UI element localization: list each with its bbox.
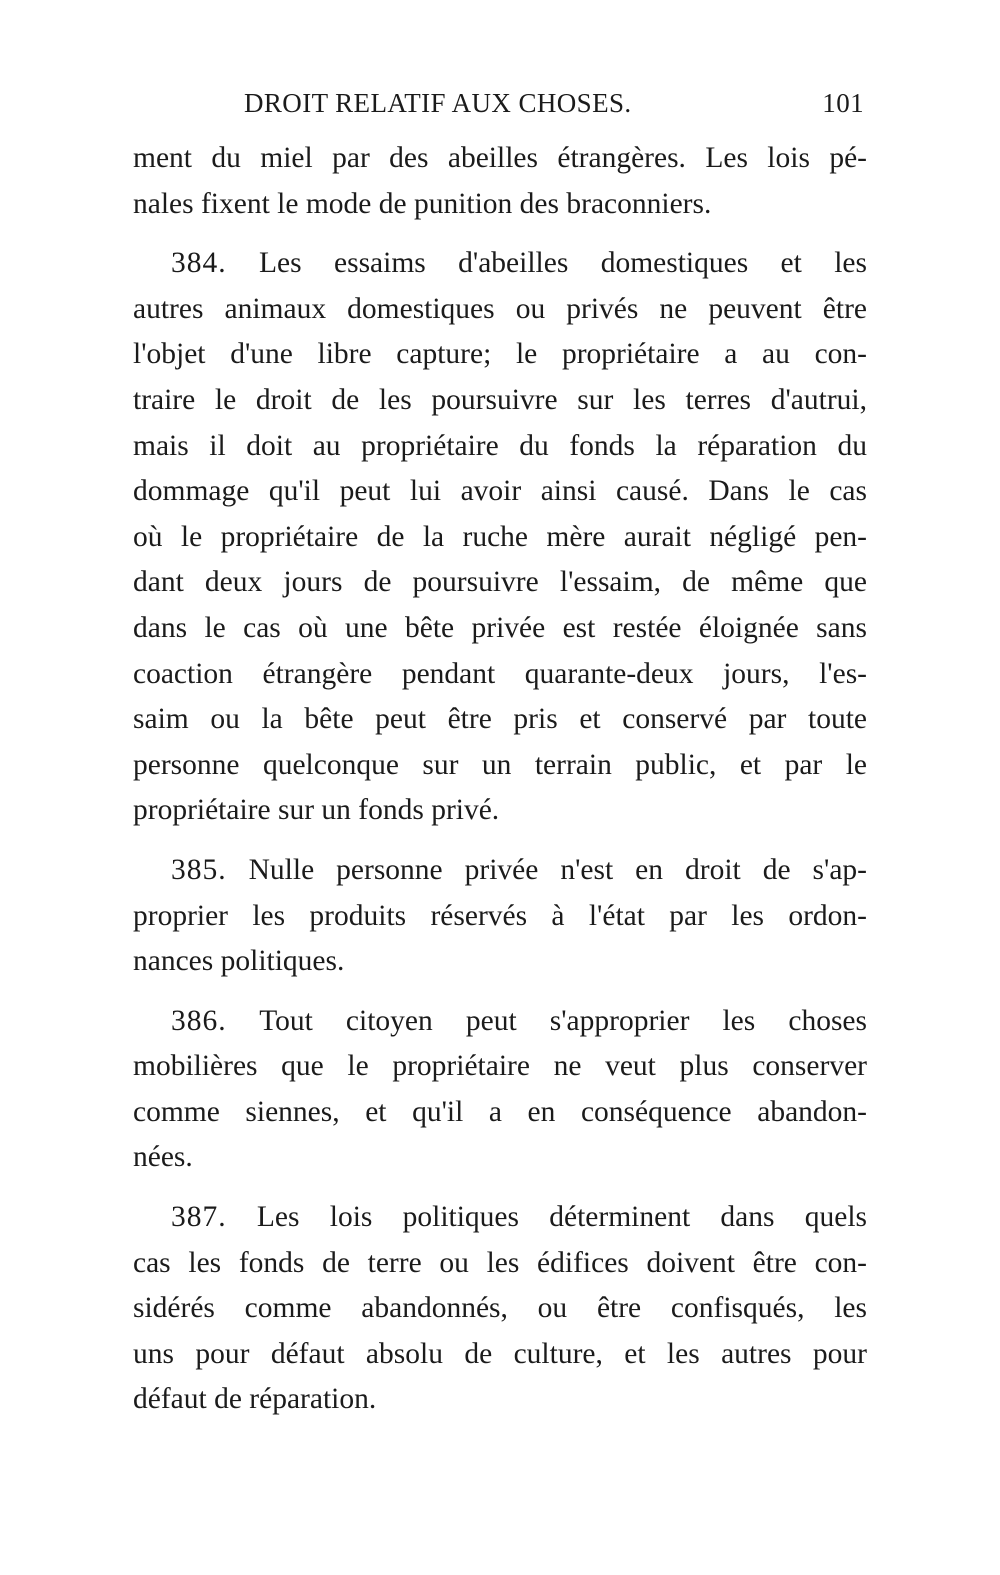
text-line xyxy=(133,1195,867,1241)
text-line: où le propriétaire de la ruche mère aurait négligé pen- xyxy=(133,520,867,553)
text-line-content: Nulle personne privée n'est en droit de s'ap- xyxy=(248,853,867,886)
text-line: autres animaux domestiques ou privés ne peuvent être xyxy=(133,292,867,325)
text-line: sidérés comme abandonnés, ou être confisqués, les xyxy=(133,1292,867,1325)
text-line: nées. xyxy=(133,1141,193,1174)
page-number: 101 xyxy=(822,88,864,118)
text-line: coaction étrangère pendant quarante-deux jours, l'es- xyxy=(133,657,867,690)
text-line: traire le droit de les poursuivre sur les terres d'autrui, xyxy=(133,383,867,416)
text-line: défaut de réparation. xyxy=(133,1383,377,1416)
section-number: 384. xyxy=(171,247,227,280)
body-text xyxy=(133,136,867,1437)
text-line: personne quelconque sur un terrain public, et par le xyxy=(133,748,867,781)
section-number: 385. xyxy=(171,853,227,886)
text-line: mobilières que le propriétaire ne veut plus conserver xyxy=(133,1050,867,1083)
paragraph-385 xyxy=(133,848,867,985)
text-line: nances politiques. xyxy=(133,945,345,978)
paragraph-386 xyxy=(133,999,867,1181)
paragraph-continuation xyxy=(133,136,867,227)
text-line: dommage qu'il peut lui avoir ainsi causé. Dans le cas xyxy=(133,475,867,508)
text-line: proprier les produits réservés à l'état par les ordon- xyxy=(133,899,867,932)
text-line: nales fixent le mode de punition des braconniers. xyxy=(133,187,712,220)
text-line: ment du miel par des abeilles étrangères. Les lois pé- xyxy=(133,142,867,174)
text-line: mais il doit au propriétaire du fonds la réparation du xyxy=(133,429,867,462)
text-line: uns pour défaut absolu de culture, et les autres pour xyxy=(133,1337,867,1370)
text-line xyxy=(133,848,867,894)
text-line: saim ou la bête peut être pris et conservé par toute xyxy=(133,703,867,736)
text-line xyxy=(133,241,867,287)
text-line: propriétaire sur un fonds privé. xyxy=(133,794,500,827)
text-line-content: Les lois politiques déterminent dans quels xyxy=(256,1201,867,1234)
paragraph-387 xyxy=(133,1195,867,1423)
text-line xyxy=(133,999,867,1045)
running-title: DROIT RELATIF AUX CHOSES. xyxy=(244,88,632,118)
text-line: dans le cas où une bête privée est restée éloignée sans xyxy=(133,611,867,644)
text-line: l'objet d'une libre capture; le propriétaire a au con- xyxy=(133,338,867,371)
text-line-content: Les essaims d'abeilles domestiques et les xyxy=(259,247,868,280)
text-line-content: Tout citoyen peut s'approprier les choses xyxy=(259,1004,867,1037)
section-number: 386. xyxy=(171,1004,227,1037)
section-number: 387. xyxy=(171,1201,227,1234)
text-line: comme siennes, et qu'il a en conséquence abandon- xyxy=(133,1095,867,1128)
text-line: cas les fonds de terre ou les édifices doivent être con- xyxy=(133,1246,867,1279)
text-line: dant deux jours de poursuivre l'essaim, de même que xyxy=(133,566,867,599)
running-header xyxy=(244,88,864,128)
paragraph-384 xyxy=(133,241,867,834)
